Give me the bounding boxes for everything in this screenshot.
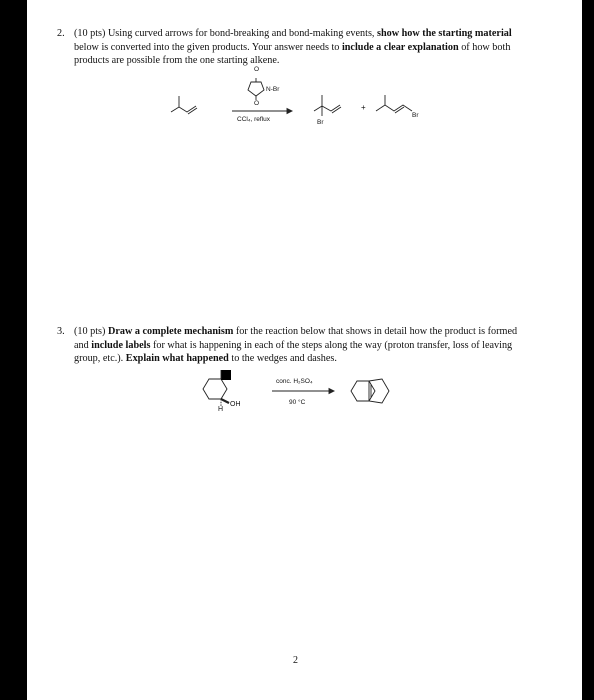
question-line: below is converted into the given products. Your answer needs to include a clear explanation of how both xyxy=(74,41,511,53)
plus-sign: + xyxy=(361,103,366,112)
reaction-arrow xyxy=(232,107,292,115)
product-2-structure xyxy=(374,93,429,119)
starting-alkene-structure xyxy=(169,92,209,120)
reaction-arrow xyxy=(272,387,334,395)
reaction-conditions: CCl₄, reflux xyxy=(237,116,270,123)
question-line: products are possible from the one starting alkene. xyxy=(74,55,280,66)
acid-reagent: conc. H₂SO₄ xyxy=(276,378,313,385)
question-line: group, etc.). Explain what happened to the wedges and dashes. xyxy=(74,353,337,364)
question-line: (10 pts) Draw a complete mechanism for the reaction below that shows in detail how the product is formed xyxy=(74,326,518,337)
reagent-oxygen-label: O xyxy=(254,66,260,73)
temperature-condition: 90 °C xyxy=(289,399,306,406)
reagent-oxygen-label: O xyxy=(254,100,260,107)
product-2-bromine-label: Br xyxy=(412,112,419,119)
spiro-alcohol-structure xyxy=(199,367,249,411)
question-line: and include labels for what is happening in each of the steps along the way (proton transfer, loss of leaving xyxy=(74,339,513,351)
hydrogen-label: H xyxy=(218,406,224,413)
reagent-nbr-label: N-Br xyxy=(266,86,280,93)
hydroxyl-label: OH xyxy=(230,401,241,408)
question-text xyxy=(74,325,517,366)
product-1-bromine-label: Br xyxy=(317,119,324,126)
bicyclic-alkene-product xyxy=(347,377,397,407)
question-text xyxy=(74,27,512,68)
question-line: (10 pts) Using curved arrows for bond-breaking and bond-making events, show how the starting material xyxy=(74,28,512,39)
question-number: 2. xyxy=(57,28,65,39)
document-page xyxy=(27,0,582,700)
question-number: 3. xyxy=(57,326,65,337)
page-number: 2 xyxy=(293,655,298,666)
